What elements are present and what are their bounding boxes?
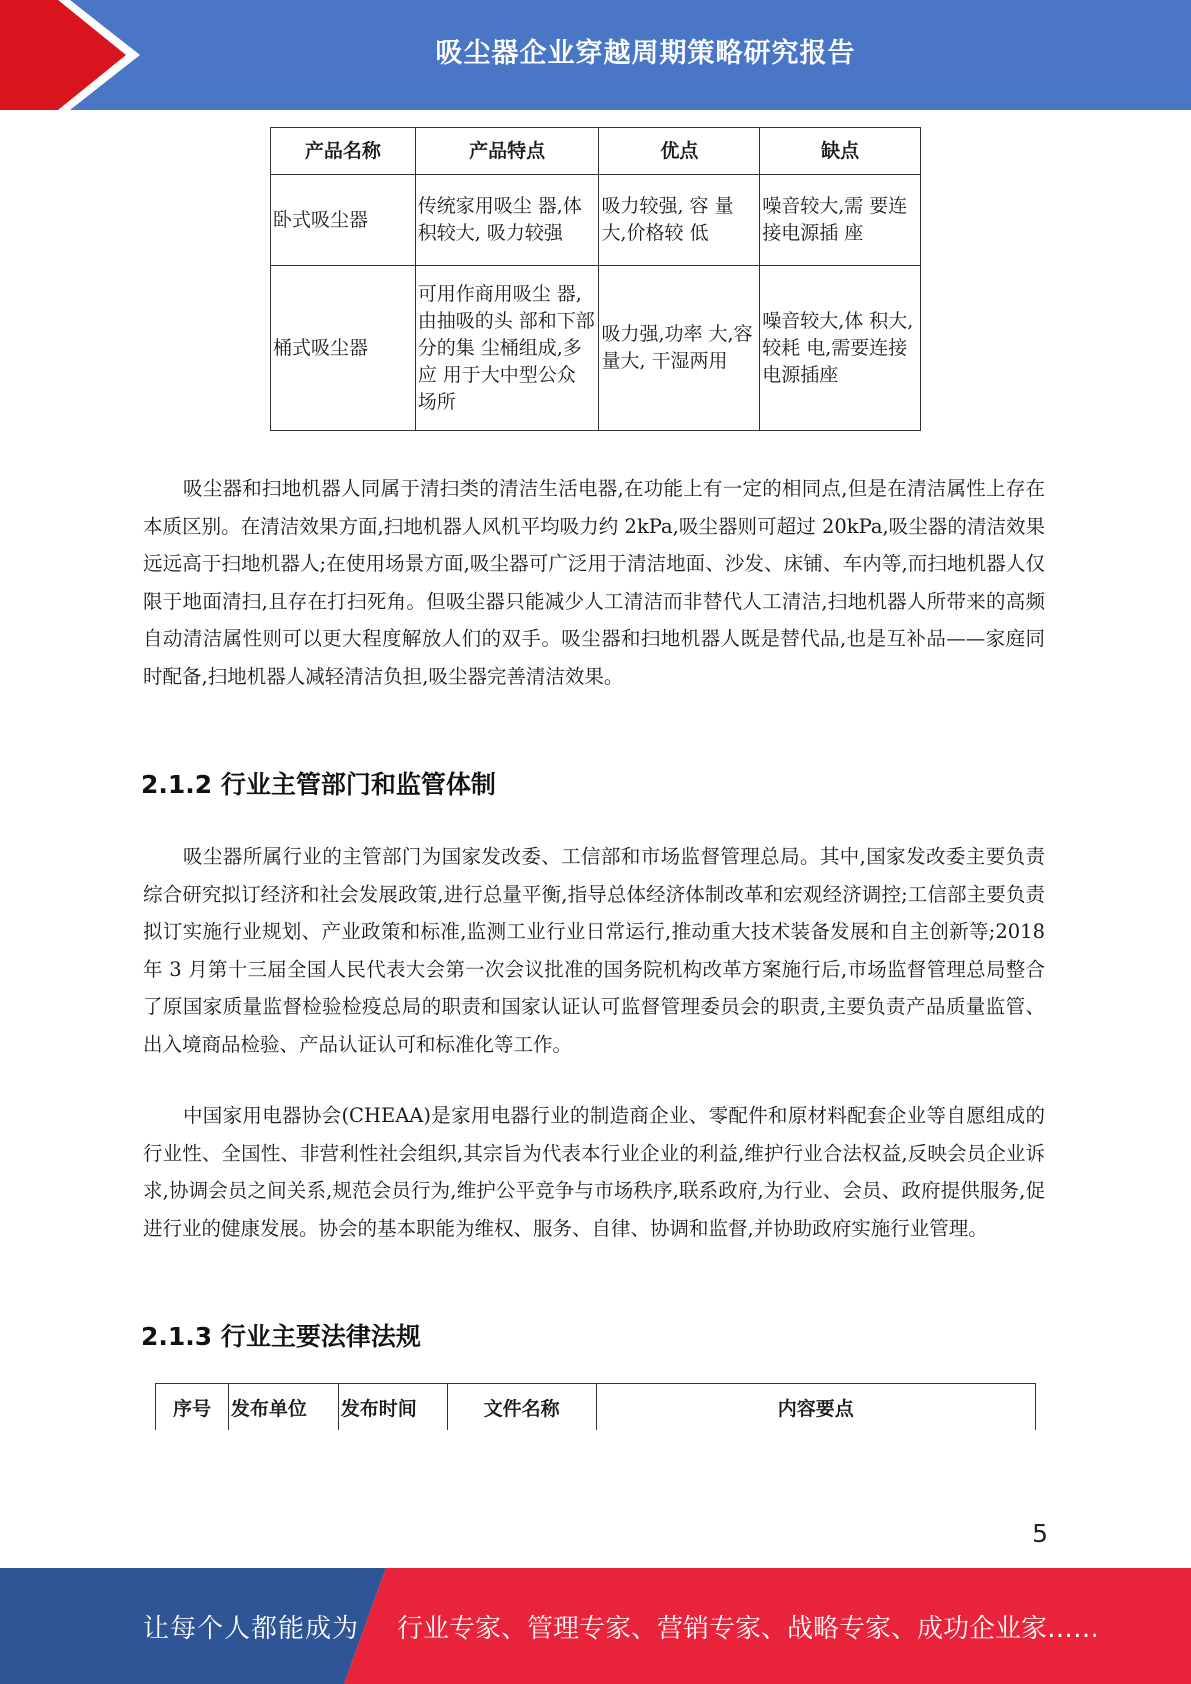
table-cell: 可用作商用吸尘 器,由抽吸的头 部和下部分的集 尘桶组成,多应 用于大中型公众 场所: [415, 266, 599, 431]
table-cell: 噪音较大,体 积大,较耗 电,需要连接 电源插座: [760, 266, 921, 431]
table-row: [271, 175, 921, 266]
product-comparison-table: [270, 127, 921, 431]
table-header-row: [156, 1384, 1036, 1431]
table-cell: 传统家用吸尘 器,体积较大, 吸力较强: [415, 175, 599, 266]
laws-table: [155, 1383, 1036, 1430]
paragraph-cheaa: 中国家用电器协会(CHEAA)是家用电器行业的制造商企业、零配件和原材料配套企业等自愿组成的行业性、全国性、非营利性社会组织,其宗旨为代表本行业企业的利益,维护行业合法权益,反映会员企业诉求,协调会员之间关系,规范会员行为,维护公平竞争与市场秩序,联系政府,为行业、会员、政府提供服务,促进行业的健康发展。协会的基本职能为维权、服务、自律、协调和监督,并协助政府实施行业管理。: [143, 1104, 1045, 1240]
page-number: 5: [1032, 1519, 1048, 1548]
paragraph-regulators: 吸尘器所属行业的主管部门为国家发改委、工信部和市场监督管理总局。其中,国家发改委主要负责综合研究拟订经济和社会发展政策,进行总量平衡,指导总体经济体制改革和宏观经济调控;工信部主要负责拟订实施行业规划、产业政策和标准,监测工业行业日常运行,推动重大技术装备发展和自主创新等;2018 年 3 月第十三届全国人民代表大会第一次会议批准的国务院机构改革方案施行后,市场监督管理总局整合了原国家质量监督检验检疫总局的职责和国家认证认可监督管理委员会的职责,主要负责产品质量监管、出入境商品检验、产品认证认可和标准化等工作。: [143, 845, 1045, 1056]
table-header-cell: 产品特点: [415, 128, 599, 175]
footer-slogan-right: 行业专家、管理专家、营销专家、战略专家、成功企业家……: [397, 1613, 1100, 1644]
table-cell: 吸力强,功率 大,容量大, 干湿两用: [599, 266, 760, 431]
table-header-cell: 发布单位: [228, 1384, 338, 1431]
table-header-row: [271, 128, 921, 175]
table-header-cell: 内容要点: [596, 1384, 1036, 1431]
table-cell: 桶式吸尘器: [271, 266, 416, 431]
paragraph-comparison: 吸尘器和扫地机器人同属于清扫类的清洁生活电器,在功能上有一定的相同点,但是在清洁属性上存在本质区别。在清洁效果方面,扫地机器人风机平均吸力约 2kPa,吸尘器则可超过 20kPa,吸尘器的清洁效果远远高于扫地机器人;在使用场景方面,吸尘器可广泛用于清洁地面、沙发、床铺、车内等,而扫地机器人仅限于地面清扫,且存在打扫死角。但吸尘器只能减少人工清洁而非替代人工清洁,扫地机器人所带来的高频自动清洁属性则可以更大程度解放人们的双手。吸尘器和扫地机器人既是替代品,也是互补品——家庭同时配备,扫地机器人减轻清洁负担,吸尘器完善清洁效果。: [143, 477, 1045, 688]
page-footer: [0, 1568, 1191, 1684]
table-cell: 卧式吸尘器: [271, 175, 416, 266]
table-header-cell: 产品名称: [271, 128, 416, 175]
table-cell: 吸力较强, 容 量大,价格较 低: [599, 175, 760, 266]
table-header-cell: 发布时间: [338, 1384, 447, 1431]
table-header-cell: 缺点: [760, 128, 921, 175]
table-header-cell: 优点: [599, 128, 760, 175]
table-row: [271, 266, 921, 431]
footer-slogan-left: 让每个人都能成为: [143, 1613, 360, 1644]
page-header: [0, 0, 1191, 110]
table-cell: 噪音较大,需 要连接电源插 座: [760, 175, 921, 266]
table-header-cell: 序号: [156, 1384, 229, 1431]
section-heading-2-1-3: 2.1.3 行业主要法律法规: [141, 1322, 421, 1351]
header-title: 吸尘器企业穿越周期策略研究报告: [435, 37, 856, 69]
section-heading-2-1-2: 2.1.2 行业主管部门和监管体制: [141, 770, 496, 799]
table-header-cell: 文件名称: [447, 1384, 596, 1431]
